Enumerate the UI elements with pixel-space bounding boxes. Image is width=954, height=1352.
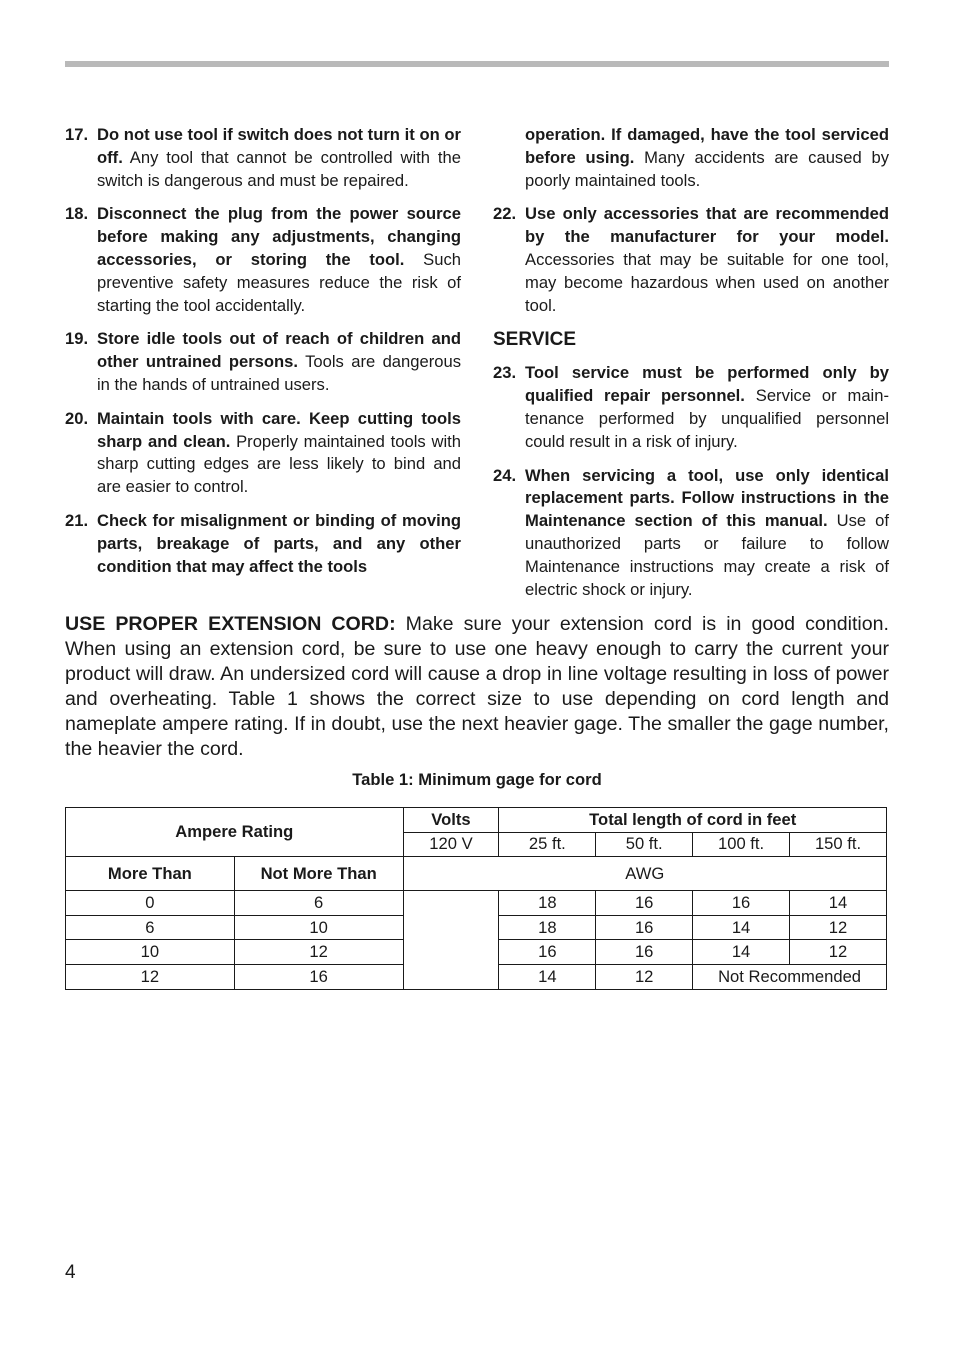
empty-volts-cell	[403, 891, 499, 989]
item-bold-text: Tool service must be performed only by qualified repair personnel.	[525, 363, 889, 406]
gage-cell: 16	[596, 940, 693, 965]
length-cell: 150 ft.	[790, 832, 887, 857]
item-bold-text: Store idle tools out of reach of children and other untrained persons.	[97, 329, 461, 372]
length-cell: 25 ft.	[499, 832, 596, 857]
not-more-than-cell: 6	[234, 891, 403, 916]
item-bold-text: When servicing a tool, use only identical replacement parts. Follow instructions in the Maintenance section of this manual.	[525, 465, 889, 531]
length-cell: 50 ft.	[596, 832, 693, 857]
not-recommended-cell: Not Recommended	[693, 964, 887, 989]
gage-cell: 16	[596, 891, 693, 916]
item-bold-text: Check for misalignment or binding of moving parts, breakage of parts, and any other condition that may affect the tools	[97, 510, 461, 576]
header-more-than: More Than	[66, 857, 235, 891]
more-than-cell: 10	[66, 940, 235, 965]
item-text: Such preventive safety measures reduce the risk of starting the tool accidentally.	[97, 249, 461, 315]
header-awg: AWG	[403, 857, 886, 891]
table-row	[66, 891, 887, 916]
list-item	[493, 203, 889, 317]
length-cell: 100 ft.	[693, 832, 790, 857]
header-not-more-than: Not More Than	[234, 857, 403, 891]
header-ampere-rating: Ampere Rating	[66, 808, 404, 857]
gage-cell: 16	[693, 891, 790, 916]
item-text: Accessories that may be suitable for one tool, may become hazardous when used on another tool.	[525, 249, 889, 315]
item-number: 22.	[493, 204, 517, 224]
not-more-than-cell: 16	[234, 964, 403, 989]
item-number: 23.	[493, 363, 517, 383]
list-item	[65, 408, 461, 499]
item-bold-text: Do not use tool if switch does not turn it on or off.	[97, 125, 461, 167]
item-number: 19.	[65, 329, 89, 349]
section-heading-service: SERVICE	[493, 329, 577, 351]
item-bold-text: Maintain tools with care. Keep cutting tools sharp and clean.	[97, 408, 461, 451]
list-item	[65, 203, 461, 317]
item-text: Service or maintenance performed by unqualified personnel could result in a risk of injury.	[525, 386, 889, 451]
gage-cell: 12	[790, 915, 887, 940]
gage-cell: 16	[596, 915, 693, 940]
voltage-cell: 120 V	[403, 832, 499, 857]
header-rule	[65, 61, 889, 67]
extension-cord-heading: USE PROPER EXTENSION CORD:	[65, 613, 396, 635]
right-column	[493, 124, 889, 612]
item-text: Any tool that cannot be controlled with the switch is dangerous and must be repaired.	[97, 147, 461, 190]
list-item	[65, 510, 461, 578]
item-number: 24.	[493, 465, 517, 485]
gage-cell: 18	[499, 915, 596, 940]
item-text: Tools are dangerous in the hands of untrained users.	[97, 352, 461, 394]
list-item	[65, 328, 461, 396]
gage-cell: 14	[499, 964, 596, 989]
gage-cell: 14	[693, 915, 790, 940]
more-than-cell: 12	[66, 964, 235, 989]
item-number: 21.	[65, 510, 89, 530]
list-item	[493, 362, 889, 453]
gage-cell: 12	[790, 940, 887, 965]
extension-cord-text: Make sure your extension cord is in good condition. When using an extension cord, be sure to use one heavy enough to carry the current your product will draw. An undersized cord will cause a drop in line voltage resulting in loss of power and overheating. Table 1 shows the correct size to use depending on cord length and nameplate ampere rating. If in doubt, use the next heavier gage. The smaller the gage number, the heavier the cord.	[65, 613, 889, 760]
not-more-than-cell: 10	[234, 915, 403, 940]
table-header-row	[66, 857, 887, 891]
item-number: 20.	[65, 408, 89, 428]
item-bold-text: operation. If damaged, have the tool serviced before using.	[525, 125, 889, 167]
gage-cell: 14	[790, 891, 887, 916]
item-number: 18.	[65, 204, 89, 224]
gage-cell: 12	[596, 964, 693, 989]
not-more-than-cell: 12	[234, 940, 403, 965]
gage-cell: 18	[499, 891, 596, 916]
table-caption: Table 1: Minimum gage for cord	[352, 770, 602, 789]
item-text: Many accidents are caused by poorly maintained tools.	[525, 147, 889, 190]
item-bold-text: Disconnect the plug from the power source before making any adjustments, changing accessories, or storing the tool.	[97, 204, 461, 269]
item-text: Use of unauthorized parts or failure to follow Maintenance instructions may create a risk of electric shock or injury.	[525, 511, 889, 599]
left-column	[65, 124, 461, 589]
header-total-length: Total length of cord in feet	[499, 808, 887, 833]
list-item	[65, 124, 461, 192]
table-header-row	[66, 808, 887, 833]
extension-cord-paragraph	[65, 612, 889, 762]
item-bold-text: Use only accessories that are recommended by the manufacturer for your model.	[525, 204, 889, 247]
item-text: Properly maintained tools with sharp cutting edges are less likely to bind and are easier to control.	[97, 431, 461, 497]
list-item	[493, 465, 889, 602]
gage-cell: 16	[499, 940, 596, 965]
list-item-continued	[493, 124, 889, 192]
more-than-cell: 0	[66, 891, 235, 916]
cord-gage-table	[65, 807, 887, 990]
header-volts: Volts	[403, 808, 499, 833]
item-number: 17.	[65, 125, 89, 144]
gage-cell: 14	[693, 940, 790, 965]
more-than-cell: 6	[66, 915, 235, 940]
page-number: 4	[65, 1262, 76, 1283]
